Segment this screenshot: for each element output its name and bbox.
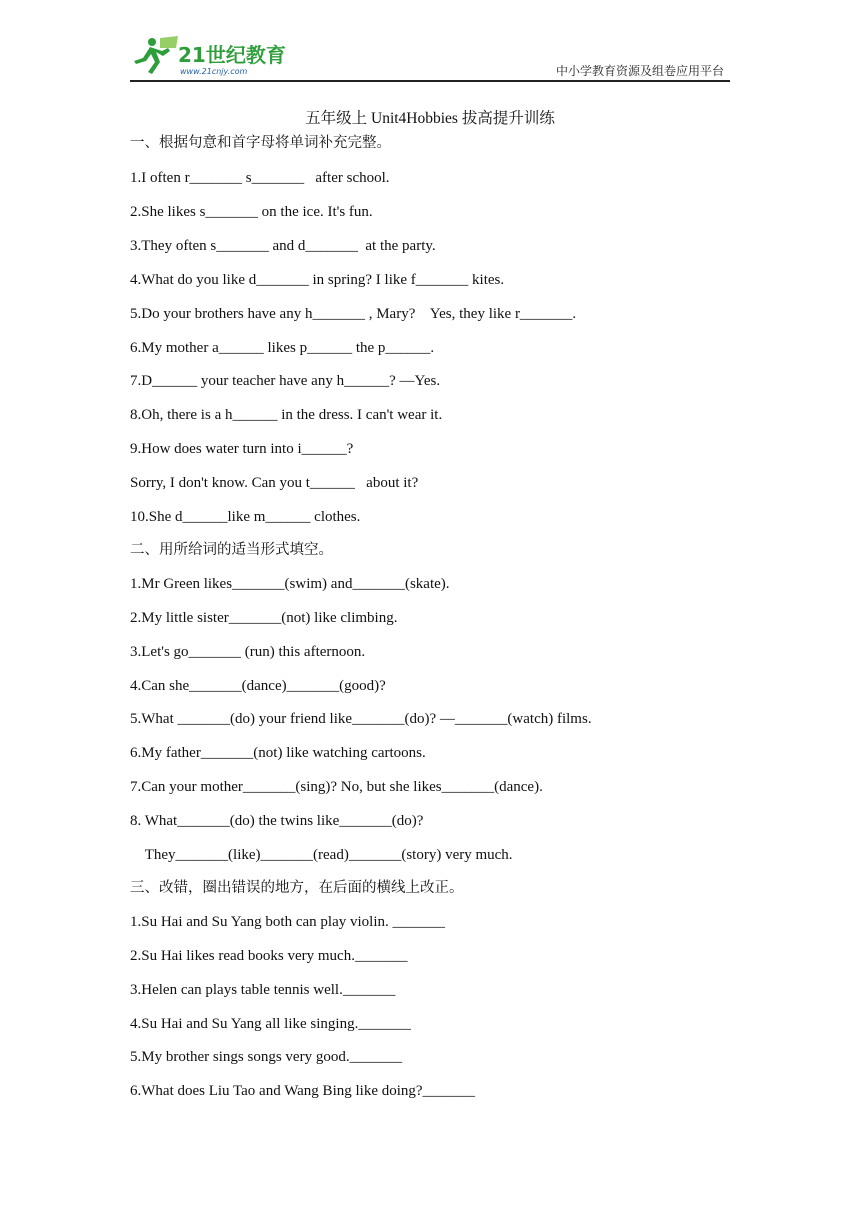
question-item: 2.She likes s_______ on the ice. It's fun. [130, 204, 373, 220]
question-item: 3.Helen can plays table tennis well._______ [130, 982, 396, 998]
question-item: They_______(like)_______(read)_______(story) very much. [130, 847, 513, 863]
platform-text: 中小学教育资源及组卷应用平台 [555, 64, 724, 78]
question-item: 1.I often r_______ s_______ after school. [130, 170, 390, 186]
question-item: 2.My little sister_______(not) like climbing. [130, 610, 398, 626]
question-item: 4.Su Hai and Su Yang all like singing._______ [130, 1016, 411, 1032]
runner-icon [134, 36, 178, 74]
question-item: 5.What _______(do) your friend like_______(do)? —_______(watch) films. [130, 711, 592, 727]
question-item: 5.Do your brothers have any h_______ , Mary? Yes, they like r_______. [130, 306, 577, 322]
logo-url-text: www.21cnjy.com [180, 67, 248, 76]
section-3-heading: 三、改错，圈出错误的地方，在后面的横线上改正。 [130, 880, 464, 896]
question-item: 8.Oh, there is a h______ in the dress. I can't wear it. [130, 407, 443, 423]
logo [130, 34, 300, 78]
question-item: 9.How does water turn into i______? [130, 441, 354, 457]
question-item: 10.She d______like m______ clothes. [130, 509, 361, 525]
section-2-heading: 二、用所给词的适当形式填空。 [130, 542, 333, 558]
page-header [130, 28, 730, 82]
question-item: 1.Mr Green likes_______(swim) and_______(skate). [130, 576, 450, 592]
question-item: 3.Let's go_______ (run) this afternoon. [130, 644, 366, 660]
question-item: 6.What does Liu Tao and Wang Bing like doing?_______ [130, 1083, 476, 1099]
question-item: 8. What_______(do) the twins like_______(do)? [130, 813, 424, 829]
section-1-heading: 一、根据句意和首字母将单词补充完整。 [130, 135, 391, 151]
logo-text: 21世纪教育 [178, 43, 286, 67]
page-title: 五年级上 Unit4Hobbies 拔高提升训练 [305, 110, 555, 127]
question-item: 3.They often s_______ and d_______ at the party. [130, 238, 436, 254]
question-item: 7.D______ your teacher have any h______? —Yes. [130, 373, 441, 389]
question-item: 7.Can your mother_______(sing)? No, but she likes_______(dance). [130, 779, 543, 795]
question-item: Sorry, I don't know. Can you t______ about it? [130, 475, 419, 491]
question-item: 2.Su Hai likes read books very much._______ [130, 948, 408, 964]
question-item: 5.My brother sings songs very good._______ [130, 1049, 403, 1065]
question-item: 6.My father_______(not) like watching cartoons. [130, 745, 426, 761]
question-item: 4.What do you like d_______ in spring? I like f_______ kites. [130, 272, 505, 288]
question-item: 6.My mother a______ likes p______ the p______. [130, 340, 435, 356]
question-item: 1.Su Hai and Su Yang both can play violin. _______ [130, 914, 445, 930]
question-item: 4.Can she_______(dance)_______(good)? [130, 678, 386, 694]
header-divider [130, 80, 730, 82]
